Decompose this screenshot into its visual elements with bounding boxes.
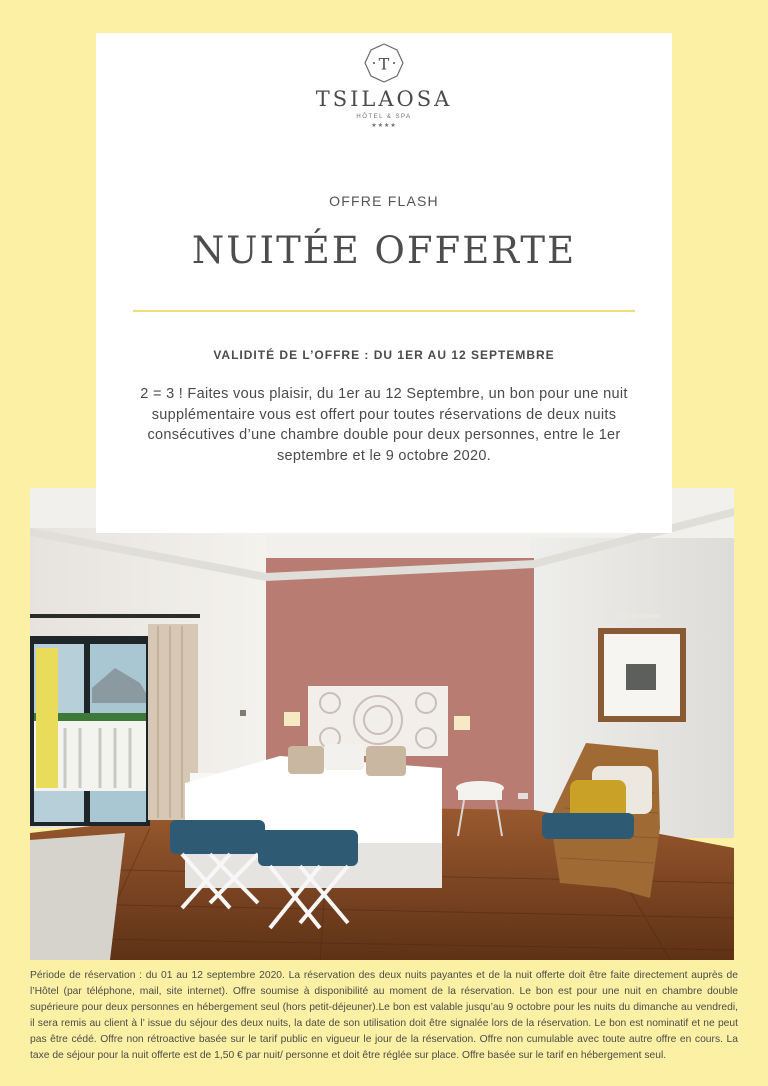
brand-subtitle: HÔTEL & SPA	[356, 114, 412, 120]
monogram-letter: T	[378, 54, 390, 74]
divider-line	[133, 310, 635, 312]
offer-description: 2 = 3 ! Faites vous plaisir, du 1er au 12 Septembre, un bon pour une nuit supplémentaire vous est offert pour toutes réservations de deux nuits consécutives d’une chambre double pour deux personnes, entre le 1er septembre et le 9 octobre 2020.	[140, 386, 628, 464]
monogram-icon	[362, 41, 406, 85]
hotel-room-photo	[30, 488, 734, 960]
offer-validity: VALIDITÉ DE L’OFFRE : DU 1ER AU 12 SEPTEMBRE	[213, 348, 555, 362]
brand-stars: ★★★★	[371, 123, 397, 129]
offer-card	[96, 33, 672, 533]
hotel-logo	[96, 41, 672, 129]
terms-fine-print: Période de réservation : du 01 au 12 septembre 2020. La réservation des deux nuits payantes et de la nuit offerte doit être faite directement auprès de l’Hôtel (par téléphone, mail, site internet). Offre soumise à disponibilité au moment de la réservation. Le bon est pour une nuit en chambre double supérieure pour deux personnes en hébergement seul (hors petit-déjeuner).Le bon est valable jusqu’au 9 octobre pour les nuits du dimanche au vendredi, il sera remis au client à l’ issue du séjour des deux nuits, la date de son utilisation doit être signalée lors de la réservation. Le bon est nominatif et ne peut pas être cédé. Offre non rétroactive basée sur le tarif public en vigueur le jour de la réservation. Offre non cumulable avec toute autre offre en cours. La taxe de séjour pour la nuit offerte est de 1,50 € par nuit/ personne et doit être réglée sur place. Offre basée sur le tarif en hébergement seul.	[30, 970, 738, 1061]
offer-kicker: OFFRE FLASH	[329, 193, 439, 209]
offer-headline: NUITÉE OFFERTE	[191, 229, 577, 272]
brand-name: TSILAOSA	[315, 87, 453, 111]
